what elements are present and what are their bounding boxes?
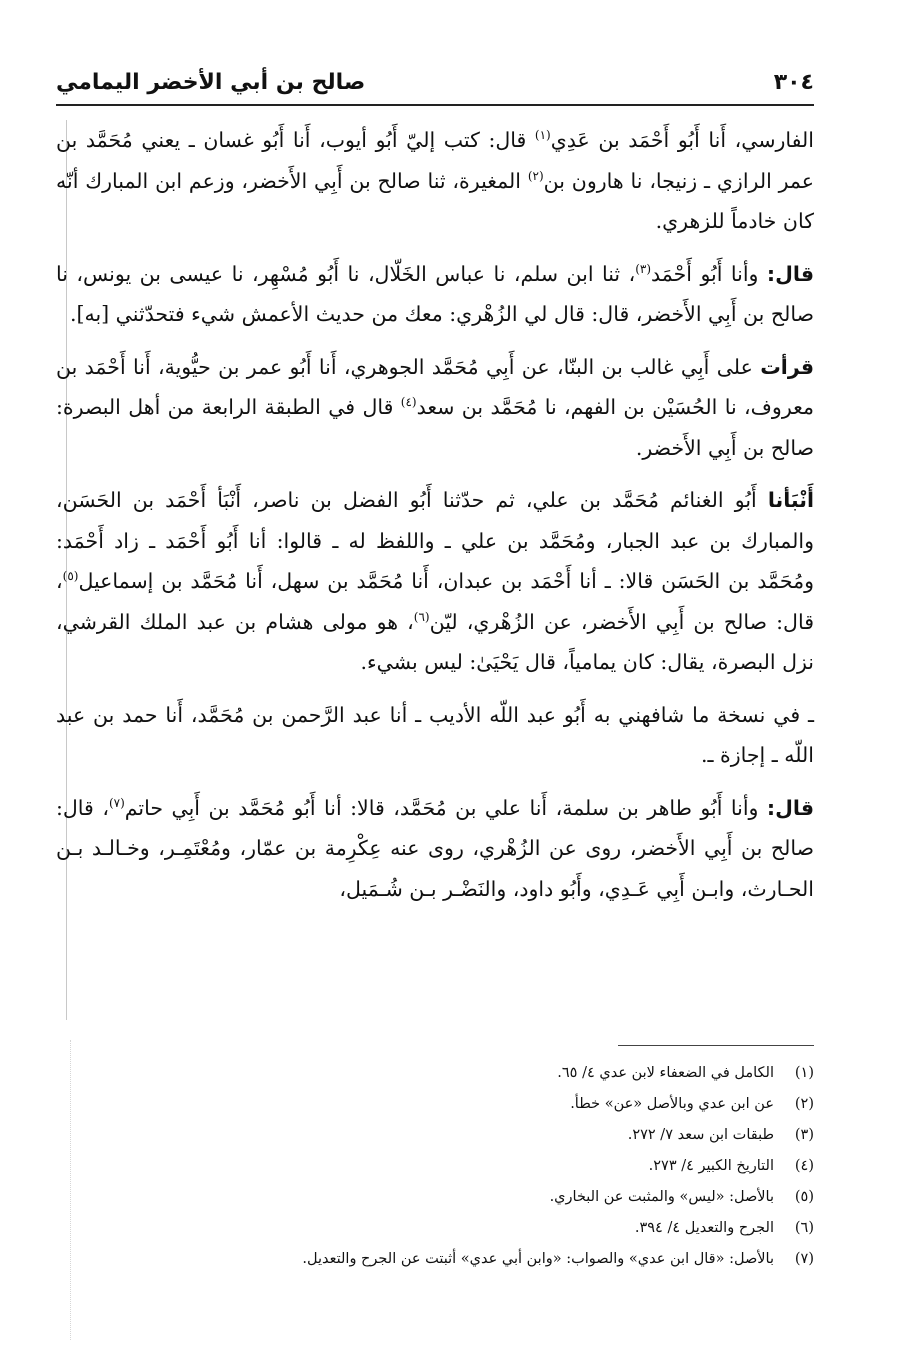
footnote-number: (٤): [794, 1158, 814, 1174]
footnote-text: بالأصل: «قال ابن عدي» والصواب: «وابن أبي عدي» أثبتت عن الجرح والتعديل.: [302, 1251, 774, 1267]
paragraph-lead-word: قرأت: [760, 354, 814, 379]
page-number: ٣٠٤: [773, 69, 814, 95]
footnote-number: (٢): [794, 1096, 814, 1112]
footnote-marker: (١): [534, 128, 551, 143]
text-segment: أَبُو الغنائم مُحَمَّد بن علي، ثم حدّثنا أَبُو الفضل بن ناصر، أَنْبَأ أَحْمَد بن الحَسَن، والمبارك بن عبد الجبار، ومُحَمَّد بن علي ـ واللفظ له ـ قالوا: أنا أَبُو أَحْمَد ـ زاد أَحْمَد: ومُحَمَّد بن الحَسَن قالا: ـ أنا أَحْمَد بن عبدان، أَنا مُحَمَّد بن سهل، أَنا مُحَمَّد بن إسماعيل: [56, 488, 814, 593]
paragraph: [56, 347, 814, 469]
text-segment: ـ في نسخة ما شافهني به أَبُو عبد اللّه الأديب ـ أنا عبد الرَّحمن بن مُحَمَّد، أَنا حمد بن عبد اللّه ـ إجازة ـ.: [56, 702, 814, 767]
text-segment: ، هو مولى هشام بن عبد الملك القرشي، نزل البصرة، يقال: كان يمامياً، قال يَحْيَىٰ: ليس بشيء.: [56, 609, 814, 674]
text-segment: قال: كتب إليّ أَبُو أيوب، أَنا أَبُو غسان ـ يعني مُحَمَّد بن عمر الرازي ـ زنيجا، نا هارون بن: [56, 128, 814, 193]
footnote-number: (٦): [794, 1220, 814, 1236]
footnote-separator: [618, 1045, 814, 1046]
paragraph-lead-word: قال:: [766, 261, 814, 286]
footnote: [56, 1058, 814, 1089]
text-segment: قال في الطبقة الرابعة من أهل البصرة: صالح بن أَبِي الأَخضر.: [56, 395, 814, 460]
paragraph: [56, 480, 814, 683]
text-segment: ، قال: صالح بن أَبِي الأَخضر، عن الزُهْري، ليّن: [56, 569, 814, 634]
footnote-number: (٥): [794, 1189, 814, 1205]
text-segment: الفارسي، أَنا أَبُو أَحْمَد بن عَدِي: [550, 128, 814, 152]
footnote-number: (٧): [794, 1251, 814, 1267]
footnote-number: (١): [794, 1065, 814, 1081]
paragraph: [56, 120, 814, 242]
footnote-number: (٣): [794, 1127, 814, 1143]
footnote-text: الجرح والتعديل ٤/ ٣٩٤.: [634, 1220, 774, 1236]
footnote-marker: (٧): [108, 795, 125, 810]
footnotes: [56, 1058, 814, 1275]
footnote-text: التاريخ الكبير ٤/ ٢٧٣.: [648, 1158, 774, 1174]
page-header: [56, 60, 814, 106]
text-segment: على أَبِي غالب بن البنّا، عن أَبِي مُحَمَّد الجوهري، أَنا أَبُو عمر بن حيُّوية، أَنا أَحْمَد بن معروف، نا الحُسَيْن بن الفهم، نا مُحَمَّد بن سعد: [56, 354, 815, 419]
footnote: [56, 1244, 814, 1275]
text-segment: ، ثنا ابن سلم، نا عباس الخَلّال، نا أَبُو مُسْهِر، نا عيسى بن يونس، نا صالح بن أَبِي الأَخضر، قال: قال لي الزُهْري: معك من حديث الأعمش شيء فتحدّثني [به].: [56, 261, 814, 326]
footnote: [56, 1151, 814, 1182]
paragraph: [56, 695, 814, 776]
text-segment: وأنا أَبُو أَحْمَد: [651, 261, 767, 286]
main-text: [56, 120, 814, 921]
footnote-marker: (٢): [527, 168, 544, 183]
footnote-text: عن ابن عدي وبالأصل «عن» خطأ.: [570, 1096, 774, 1112]
paragraph: [56, 788, 814, 910]
paragraph-lead-word: قال:: [766, 795, 814, 820]
footnote: [56, 1213, 814, 1244]
footnote: [56, 1089, 814, 1120]
footnote: [56, 1120, 814, 1151]
footnote-marker: (٥): [62, 569, 79, 584]
running-title: صالح بن أبي الأخضر اليمامي: [56, 69, 366, 95]
footnote-text: طبقات ابن سعد ٧/ ٢٧٢.: [627, 1127, 774, 1143]
footnote: [56, 1182, 814, 1213]
footnote-marker: (٣): [635, 261, 652, 276]
text-segment: ، قال: صالح بن أَبِي الأَخضر، روى عن الزُهْري، روى عنه عِكْرِمة بن عمّار، ومُعْتَمِـر، وخـالـد بـن الحـارث، وابـن أَبِي عَـدِي، وأَبُو داود، والنَضْـر بـن شُـمَيل،: [56, 795, 814, 901]
text-segment: المغيرة، ثنا صالح بن أَبِي الأَخضر، وزعم ابن المبارك أنّه كان خادماً للزهري.: [56, 168, 814, 233]
text-segment: وأنا أَبُو طاهر بن سلمة، أَنا علي بن مُحَمَّد، قالا: أنا أَبُو مُحَمَّد بن أَبِي حاتم: [124, 795, 767, 820]
footnote-marker: (٦): [413, 609, 430, 624]
footnote-text: الكامل في الضعفاء لابن عدي ٤/ ٦٥.: [557, 1065, 774, 1081]
footnote-text: بالأصل: «ليس» والمثبت عن البخاري.: [549, 1189, 774, 1205]
footnote-marker: (٤): [400, 395, 417, 410]
paragraph: [56, 254, 814, 335]
paragraph-lead-word: أَنْبَأنا: [767, 488, 814, 512]
